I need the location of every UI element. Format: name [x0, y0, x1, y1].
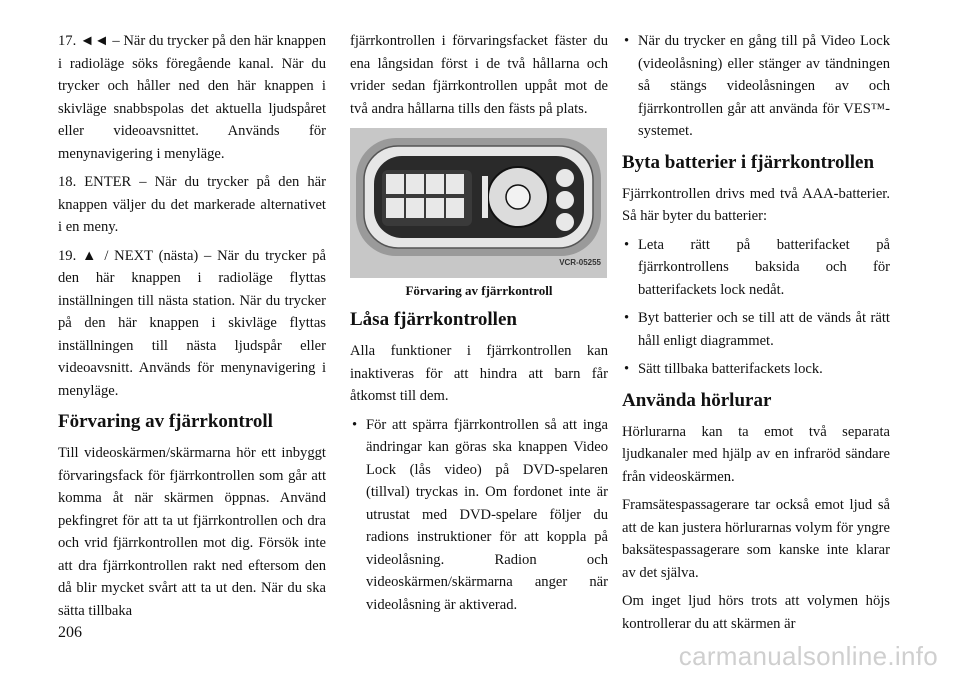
paragraph-item-18: 18. ENTER – När du trycker på den här knappen väljer du det markerade alternativet i en meny.: [58, 174, 326, 235]
paragraph-item-19: 19. ▲ / NEXT (nästa) – När du trycker på den här knappen i radioläge flyttas inställningen till nästa station. När du trycker på den här knappen i skivläge flyttas inställningen till nästa ljudspår eller videoavsnitt. Används för menynavigering i menyläge.: [58, 247, 326, 399]
column-middle: [350, 30, 608, 622]
figure-remote-storage: [350, 128, 608, 300]
paragraph-lock-remote: Alla funktioner i fjärrkontrollen kan inaktiveras för att hindra att barn får åtkomst till dem.: [350, 343, 608, 404]
lock-bullet-list-continued: [622, 30, 890, 143]
list-item: • Byt batterier och se till att de vänds åt rätt håll enligt diagrammet.: [622, 307, 890, 352]
heading-headphones: Använda hörlurar: [622, 389, 772, 411]
paragraph-remote-storage-continued: fjärrkontrollen i förvaringsfacket fäster du ena långsidan först i de två hållarna och vrider sedan fjärrkontrollen uppåt mot de två andra hållarna tills den fästs på plats.: [350, 33, 608, 117]
heading-change-batteries: Byta batterier i fjärrkontrollen: [622, 151, 875, 173]
paragraph-headphones-1: Hörlurarna kan ta emot två separata ljudkanaler med hjälp av en infraröd sändare från videoskärmen.: [622, 423, 890, 485]
paragraph-item-17: 17. ◄◄ – När du trycker på den här knappen i radioläge söks föregående kanal. När du trycker och håller ned den här knappen i skivläge snabbspolas det aktuella ljudspåret eller videoavsnittet. Används för menynavigering i menyläge.: [58, 33, 326, 162]
heading-remote-storage: Förvaring av fjärrkontroll: [58, 411, 273, 432]
paragraph-change-batteries: Fjärrkontrollen drivs med två AAA-batterier. Så här byter du batterier:: [622, 185, 890, 224]
figure-caption: Förvaring av fjärrkontroll: [405, 283, 553, 298]
list-item: • För att spärra fjärrkontrollen så att inga ändringar kan göras ska knappen Video Lock (lås video) på DVD-spelaren (tillval) tryckas in. Om fordonet inte är utrustat med DVD-spelare följer du radions instruktioner för att koppla på videolåsning. Radion och videoskärmen/skärmarna anger när videolåsning är aktiverad.: [350, 414, 608, 617]
list-item: • Leta rätt på batterifacket på fjärrkontrollens baksida och för batterifackets lock nedåt.: [622, 234, 890, 302]
column-left: [58, 30, 326, 628]
list-item: • När du trycker en gång till på Video Lock (videolåsning) eller stänger av tändningen så stängs videolåsningen av och fjärrkontrollen går att använda för VES™-systemet.: [622, 30, 890, 143]
column-right: [622, 30, 890, 641]
paragraph-headphones-2: Framsätespassagerare tar också emot ljud så att de kan justera hörlurarnas volym för yngre baksätespassagerare som kanske inte klarar av det själva.: [622, 497, 890, 581]
heading-lock-remote: Låsa fjärrkontrollen: [350, 309, 517, 330]
list-item: • Sätt tillbaka batterifackets lock.: [622, 358, 890, 381]
paragraph-headphones-3: Om inget ljud hörs trots att volymen höjs kontrollerar du att skärmen är: [622, 593, 890, 632]
page-number: 206: [58, 624, 82, 641]
battery-bullet-list: [622, 234, 890, 381]
figure-code: VCR-05255: [559, 257, 601, 267]
watermark: carmanualsonline.info: [678, 641, 938, 671]
paragraph-remote-storage: Till videoskärmen/skärmarna hör ett inbyggt förvaringsfack för fjärrkontrollen som går att komma åt när skärmen öppnas. Använd pekfingret för att ta ut fjärrkontrollen och dra och vrid fjärrkontrollen mot dig. Försök inte att dra fjärrkontrollen rakt ned eftersom den då blir mycket svårt att ta ut den. När du ska sätta tillbaka: [58, 445, 326, 619]
lock-bullet-list: [350, 414, 608, 617]
remote-control-image: [350, 128, 607, 278]
